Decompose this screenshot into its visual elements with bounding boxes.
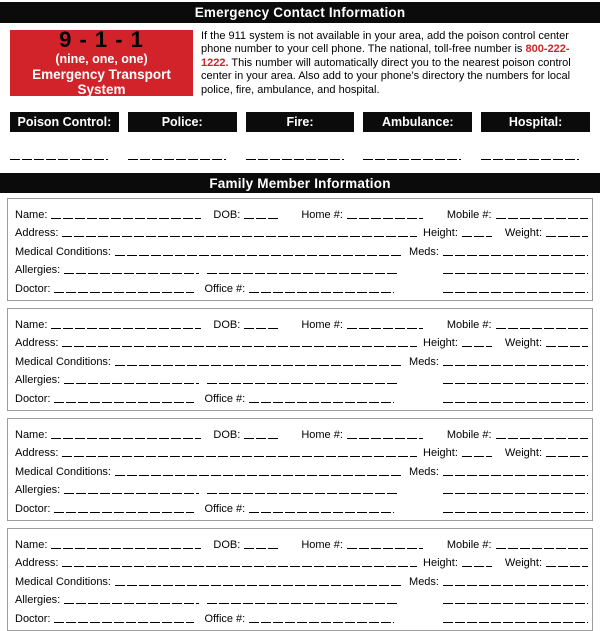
medical-conditions-row [15, 239, 588, 258]
name-blank-line [51, 218, 201, 219]
family-member-block [7, 308, 593, 411]
home-phone-blank-line [347, 438, 423, 439]
mobile-phone-label: Mobile #: [446, 208, 492, 221]
home-phone-blank-line [347, 328, 423, 329]
name-blank-line [51, 548, 201, 549]
meds-blank-line [443, 475, 588, 476]
allergies-row [15, 588, 588, 607]
dob-blank-line [244, 328, 279, 329]
allergies-blank-line [64, 493, 199, 494]
mobile-phone-blank-line [496, 328, 588, 329]
mobile-phone-blank-line [496, 548, 588, 549]
weight-label: Weight: [504, 337, 542, 350]
dob-blank-line [244, 548, 279, 549]
mobile-phone-blank-line [496, 218, 588, 219]
ambulance-label: Ambulance: [382, 115, 454, 130]
office-phone-blank-line [249, 292, 394, 293]
height-blank-line [462, 566, 492, 567]
allergies-row [15, 368, 588, 387]
emergency-contact-label-row [10, 112, 590, 132]
meds-blank-line [443, 255, 588, 256]
address-label: Address: [15, 447, 59, 460]
allergies-blank-line [64, 383, 199, 384]
911-number: 9 - 1 - 1 [59, 27, 144, 52]
doctor-blank-line [54, 402, 194, 403]
allergies-blank-line-2 [207, 273, 397, 274]
hospital-label-bar [481, 112, 590, 132]
poison-control-label: Poison Control: [17, 115, 112, 130]
allergies-blank-line [64, 603, 199, 604]
doctor-label: Doctor: [15, 392, 51, 405]
address-row [15, 551, 588, 570]
doctor-label: Doctor: [15, 282, 51, 295]
address-blank-line [62, 346, 417, 347]
allergies-blank-line [64, 273, 199, 274]
911-system-label: Emergency Transport System [32, 67, 171, 97]
address-label: Address: [15, 557, 59, 570]
meds-continuation-line-2 [443, 402, 588, 403]
name-row [15, 312, 588, 331]
dob-label: DOB: [213, 318, 241, 331]
hospital-label: Hospital: [508, 115, 563, 130]
mobile-phone-label: Mobile #: [446, 538, 492, 551]
name-row [15, 202, 588, 221]
height-label: Height: [423, 557, 458, 570]
name-blank-line [51, 438, 201, 439]
medical-conditions-blank-line [115, 365, 401, 366]
home-phone-label: Home #: [301, 538, 343, 551]
weight-blank-line [546, 456, 588, 457]
medical-conditions-row [15, 349, 588, 368]
family-member-block [7, 418, 593, 521]
weight-blank-line [546, 236, 588, 237]
medical-conditions-label: Medical Conditions: [15, 575, 111, 588]
dob-label: DOB: [213, 208, 241, 221]
doctor-row [15, 386, 588, 405]
ambulance-label-bar [363, 112, 472, 132]
family-member-header-bar [0, 173, 600, 193]
height-label: Height: [423, 227, 458, 240]
intro-section [10, 27, 590, 97]
address-row [15, 331, 588, 350]
meds-label: Meds: [409, 465, 439, 478]
family-member-block [7, 198, 593, 301]
name-row [15, 532, 588, 551]
weight-label: Weight: [504, 227, 542, 240]
meds-continuation-line-1 [443, 603, 588, 604]
allergies-label: Allergies: [15, 374, 61, 387]
mobile-phone-label: Mobile #: [446, 318, 492, 331]
meds-continuation-line-2 [443, 292, 588, 293]
medical-conditions-row [15, 569, 588, 588]
home-phone-label: Home #: [301, 428, 343, 441]
allergies-blank-line-2 [207, 603, 397, 604]
allergies-blank-line-2 [207, 493, 397, 494]
address-blank-line [62, 566, 417, 567]
home-phone-blank-line [347, 218, 423, 219]
allergies-label: Allergies: [15, 484, 61, 497]
address-label: Address: [15, 337, 59, 350]
doctor-row [15, 606, 588, 625]
name-blank-line [51, 328, 201, 329]
instructions-before-phone: If the 911 system is not available in your area, add the poison control center phone number to your cell phone. The national, toll-free number is [201, 30, 569, 56]
medical-conditions-row [15, 459, 588, 478]
meds-blank-line [443, 585, 588, 586]
allergies-row [15, 478, 588, 497]
office-phone-label: Office #: [204, 502, 246, 515]
poison-control-label-bar [10, 112, 119, 132]
meds-label: Meds: [409, 575, 439, 588]
dob-blank-line [244, 218, 279, 219]
fire-label: Fire: [286, 115, 314, 130]
weight-label: Weight: [504, 557, 542, 570]
address-label: Address: [15, 227, 59, 240]
fire-label-bar [246, 112, 355, 132]
name-label: Name: [15, 428, 48, 441]
mobile-phone-label: Mobile #: [446, 428, 492, 441]
doctor-row [15, 496, 588, 515]
medical-conditions-label: Medical Conditions: [15, 245, 111, 258]
doctor-blank-line [54, 512, 194, 513]
hospital-blank-line [481, 159, 579, 160]
doctor-row [15, 276, 588, 295]
name-label: Name: [15, 318, 48, 331]
mobile-phone-blank-line [496, 438, 588, 439]
911-words: (nine, one, one) [55, 52, 148, 66]
meds-continuation-line-2 [443, 622, 588, 623]
family-member-header-title: Family Member Information [209, 176, 391, 192]
meds-continuation-line-1 [443, 383, 588, 384]
medical-conditions-blank-line [115, 585, 401, 586]
poison-control-blank-line [10, 159, 108, 160]
address-row [15, 221, 588, 240]
height-label: Height: [423, 337, 458, 350]
home-phone-label: Home #: [301, 208, 343, 221]
name-row [15, 422, 588, 441]
instructions-text [201, 30, 590, 97]
doctor-label: Doctor: [15, 502, 51, 515]
address-row [15, 441, 588, 460]
weight-blank-line [546, 566, 588, 567]
police-label-bar [128, 112, 237, 132]
meds-continuation-line-1 [443, 273, 588, 274]
meds-blank-line [443, 365, 588, 366]
allergies-blank-line-2 [207, 383, 397, 384]
doctor-blank-line [54, 622, 194, 623]
address-blank-line [62, 456, 417, 457]
office-phone-label: Office #: [204, 282, 246, 295]
911-red-box [10, 27, 193, 97]
doctor-label: Doctor: [15, 612, 51, 625]
medical-conditions-blank-line [115, 475, 401, 476]
emergency-contact-header-title: Emergency Contact Information [194, 5, 406, 20]
family-member-section [0, 198, 600, 631]
medical-conditions-label: Medical Conditions: [15, 355, 111, 368]
meds-label: Meds: [409, 355, 439, 368]
meds-label: Meds: [409, 245, 439, 258]
home-phone-label: Home #: [301, 318, 343, 331]
weight-label: Weight: [504, 447, 542, 460]
allergies-label: Allergies: [15, 264, 61, 277]
meds-continuation-line-2 [443, 512, 588, 513]
poison-control-phone-number: 800-222-1222. [201, 43, 570, 69]
meds-continuation-line-1 [443, 493, 588, 494]
office-phone-blank-line [249, 512, 394, 513]
instructions-after-phone: This number will automatically direct you to the nearest poison control center in your area. Also add to your phone’s directory the numbers for local police, fire, ambulance, and hospital. [201, 56, 571, 96]
height-blank-line [462, 346, 492, 347]
ambulance-blank-line [363, 159, 461, 160]
police-blank-line [128, 159, 226, 160]
office-phone-blank-line [249, 622, 394, 623]
home-phone-blank-line [347, 548, 423, 549]
office-phone-blank-line [249, 402, 394, 403]
medical-conditions-label: Medical Conditions: [15, 465, 111, 478]
office-phone-label: Office #: [204, 612, 246, 625]
office-phone-label: Office #: [204, 392, 246, 405]
height-blank-line [462, 236, 492, 237]
emergency-contact-header-bar [0, 2, 600, 23]
dob-label: DOB: [213, 538, 241, 551]
family-member-block [7, 528, 593, 631]
height-label: Height: [423, 447, 458, 460]
allergies-label: Allergies: [15, 594, 61, 607]
doctor-blank-line [54, 292, 194, 293]
fire-blank-line [246, 159, 344, 160]
height-blank-line [462, 456, 492, 457]
emergency-contact-blank-row [10, 159, 590, 160]
police-label: Police: [161, 115, 203, 130]
dob-label: DOB: [213, 428, 241, 441]
medical-conditions-blank-line [115, 255, 401, 256]
name-label: Name: [15, 208, 48, 221]
allergies-row [15, 258, 588, 277]
dob-blank-line [244, 438, 279, 439]
weight-blank-line [546, 346, 588, 347]
address-blank-line [62, 236, 417, 237]
name-label: Name: [15, 538, 48, 551]
